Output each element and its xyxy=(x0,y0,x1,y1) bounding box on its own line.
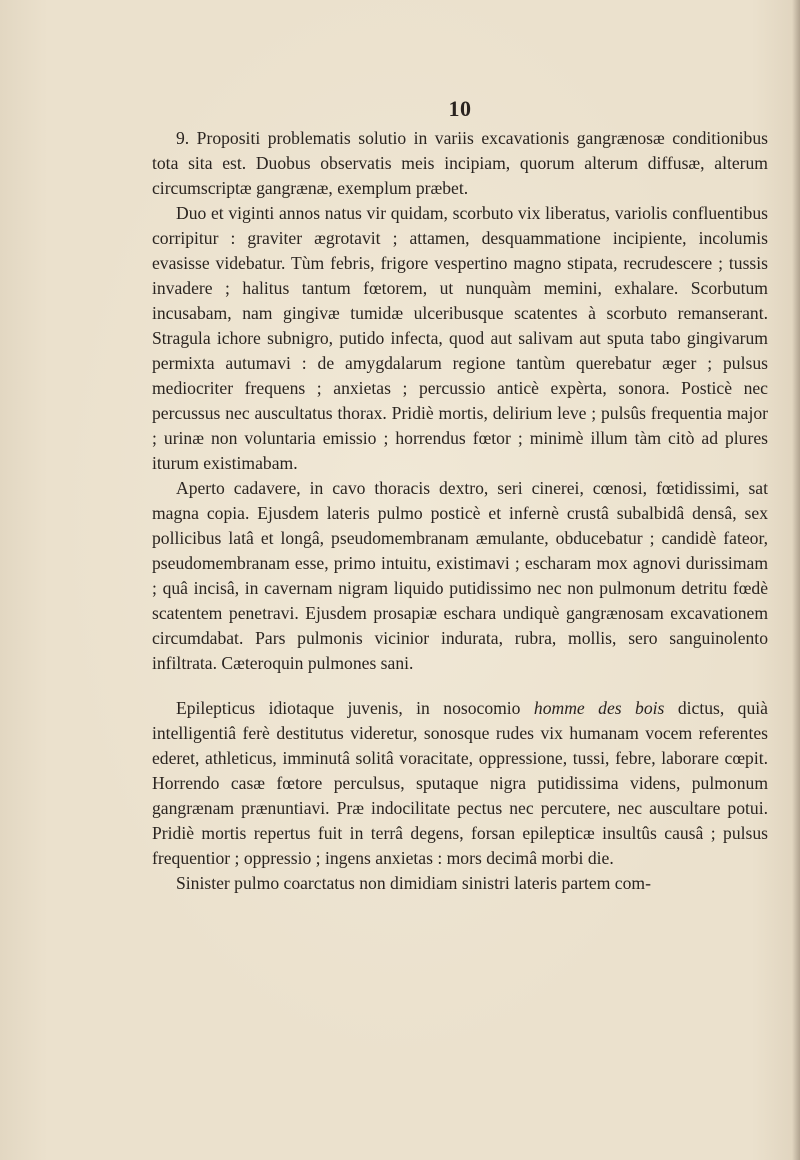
paragraph-text: 9. Propositi problematis solutio in variis excavationis gangrænosæ conditionibus tota sita est. Duobus observatis meis incipiam, quorum alterum diffusæ, alterum circumscriptæ gangrænæ, exemplum præbet. xyxy=(152,128,768,198)
paragraph-text: Duo et viginti annos natus vir quidam, scorbuto vix liberatus, variolis confluentibus corripitur : graviter ægrotavit ; attamen, desquammatione incipiente, incolumis evasisse videbatur. Tùm febris, frigore vespertino magno stipata, recrudescere ; tussis invadere ; halitus tantum fœtorem, ut nunquàm memini, exhalare. Scorbutum incusabam, nam gingivæ tumidæ ulceribusque scatentes à scorbuto remanserant. Stragula ichore subnigro, putido infecta, quod aut salivam aut sputa tabo gingivarum permixta autumavi : de amygdalarum regione tantùm querebatur æger ; pulsus mediocriter frequens ; anxietas ; percussio anticè expèrta, sonora. Posticè nec percussus nec auscultatus thorax. Pridiè mortis, delirium leve ; pulsûs frequentia major ; urinæ non voluntaria emissio ; horrendus fœtor ; minimè illum tàm citò ad plures iturum existimabam. xyxy=(152,203,768,473)
italic-term: homme des bois xyxy=(533,698,665,718)
page-edge-shadow xyxy=(792,0,800,1160)
paragraph-2 xyxy=(152,201,768,476)
page-number: 10 xyxy=(448,96,472,121)
paragraph-5 xyxy=(152,871,768,896)
paragraph-text: Epilepticus idiotaque juvenis, in nosocomio xyxy=(176,698,534,718)
paragraph-text: dictus, quià intelligentiâ ferè destitutus videretur, sonosque rudes vix humanam vocem referentes ederet, athleticus, imminutâ solitâ voracitate, oppressione, tussi, febre, laborare cœpit. Horrendo casæ fœtore perculsus, sputaque nigra putidissima videns, pulmonum gangrænam prænuntiavi. Præ indocilitate pectus nec percutere, nec auscultare potui. Pridiè mortis repertus fuit in terrâ degens, forsan epilepticæ insultûs causâ ; pulsus frequentior ; oppressio ; ingens anxietas : mors decimâ morbi die. xyxy=(152,698,768,868)
paragraph-3 xyxy=(152,476,768,676)
paragraph-text: Aperto cadavere, in cavo thoracis dextro, seri cinerei, cœnosi, fœtidissimi, sat magna copia. Ejusdem lateris pulmo posticè et infernè crustâ subalbidâ densâ, sex pollicibus latâ et longâ, pseudomembranam æmulante, obducebatur ; candidè fateor, pseudomembranam esse, primo intuitu, existimavi ; escharam mox agnovi durissimam ; quâ incisâ, in cavernam nigram liquido putidissimo nec non pulmonum detritu fœdè scatentem penetravi. Ejusdem prosapiæ eschara undiquè gangrænosam excavationem circumdabat. Pars pulmonis vicinior indurata, rubra, mollis, sero sanguinolento infiltrata. Cæteroquin pulmones sani. xyxy=(152,478,768,673)
main-text xyxy=(152,126,768,896)
paragraph-1 xyxy=(152,126,768,201)
paragraph-text: Sinister pulmo coarctatus non dimidiam sinistri lateris partem com- xyxy=(176,873,651,893)
paragraph-4 xyxy=(152,696,768,871)
